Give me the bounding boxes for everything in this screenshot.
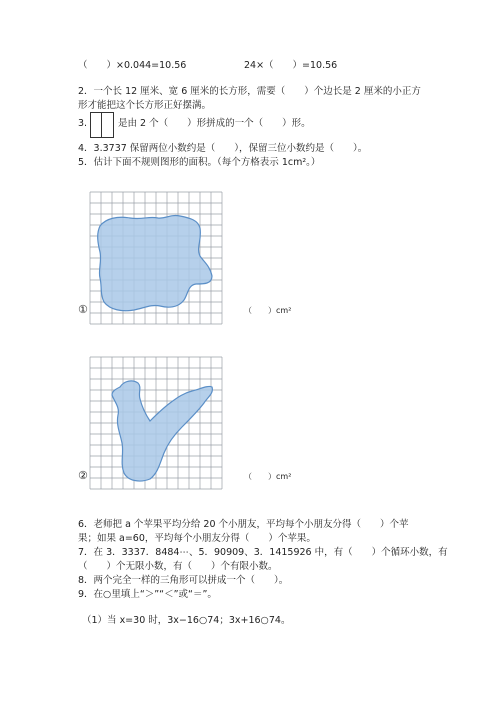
irregular-shape-2: [112, 381, 212, 481]
figure-2-answer: （ ）cm²: [244, 472, 292, 481]
irregular-shape-1: [98, 216, 212, 311]
q3-text: 是由 2 个（ ）形拼成的一个（ ）形。: [118, 118, 311, 129]
q2-line2: 形才能把这个长方形正好摆满。: [78, 100, 212, 111]
q7-line2: （ ）个无限小数，有（ ）个有限小数。: [78, 561, 278, 572]
q8-text: 8．两个完全一样的三角形可以拼成一个（ ）。: [78, 575, 289, 586]
q1-left-equation: （ ）×0.044=10.56: [78, 60, 187, 71]
figure-2-label: ②: [78, 469, 88, 482]
q4-text: 4．3.3737 保留两位小数约是（ ），保留三位小数约是（ ）。: [78, 143, 368, 154]
q2-line1: 2．一个长 12 厘米、宽 6 厘米的长方形，需要（ ）个边长是 2 厘米的小正方: [78, 86, 421, 97]
q1-right-equation: 24×（ ）=10.56: [244, 60, 338, 71]
grid-figure-2: [88, 355, 224, 491]
q6-line1: 6．老师把 a 个苹果平均分给 20 个小朋友，平均每个小朋友分得（ ）个苹: [78, 519, 409, 530]
q5-text: 5．估计下面不规则图形的面积。（每个方格表示 1cm²。）: [78, 157, 321, 168]
figure-1-answer: （ ）cm²: [244, 306, 292, 315]
figure-divider: [101, 113, 102, 137]
grid-figure-1: [88, 190, 224, 326]
q3-number: 3.: [78, 118, 88, 129]
q9-part1: （1）当 x=30 时，3x−16○74；3x+16○74。: [82, 615, 291, 626]
q9-text: 9．在○里填上“＞”“＜”或“＝”。: [78, 589, 217, 600]
figure-1-label: ①: [78, 303, 88, 316]
q6-line2: 果；如果 a=60，平均每个小朋友分得（ ）个苹果。: [78, 533, 316, 544]
q7-line1: 7．在 3．3337．8484⋯、5．90909、3．1415926 中，有（ ）个循环小数，有: [78, 547, 448, 558]
two-rectangles-figure: [90, 112, 114, 138]
